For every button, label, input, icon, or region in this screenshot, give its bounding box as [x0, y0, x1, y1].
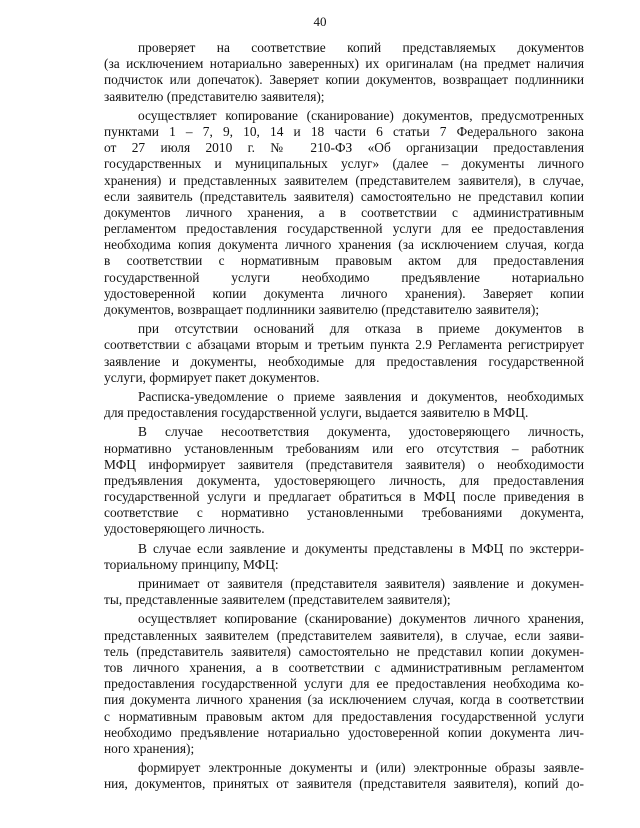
text-line: предъявления документа, удостоверяющего личность, для предоставления: [104, 472, 584, 488]
text-line: формирует электронные документы и (или) электронные образы заявле-: [138, 760, 584, 776]
paragraph: [104, 389, 584, 421]
text-line: пия документа личного хранения (за исключением случая, когда в соответствии: [104, 692, 584, 708]
text-line: нормативно установленным требованиям или его отсутствия – работник: [104, 440, 584, 456]
text-line: соответствии с абзацами вторым и третьим пункта 2.9 Регламента регистрирует: [104, 337, 584, 353]
text-line: В случае несоответствия документа, удостоверяющего личность,: [138, 424, 584, 440]
document-body: [104, 40, 584, 795]
text-line: хранения) и представленных заявителем (представителем заявителя), в случае,: [104, 172, 584, 188]
text-line: услуги, формирует пакет документов.: [104, 369, 320, 385]
text-line: удостоверяющего личность.: [104, 521, 265, 537]
text-line: тов личного хранения, а в соответствии с административным регламентом: [104, 659, 584, 675]
paragraph: [104, 108, 584, 318]
text-line: (за исключением нотариально заверенных) их оригиналам (на предмет наличия: [104, 56, 584, 72]
text-line: ториальному принципу, МФЦ:: [104, 556, 279, 572]
text-line: регламентом предоставления государственной услуги для ее предоставления: [104, 221, 584, 237]
text-line: документов, возвращает подлинники заявителю (представителю заявителя);: [104, 302, 540, 317]
paragraph: [104, 576, 584, 608]
text-line: если заявитель (представитель заявителя) самостоятельно не представил копии: [104, 188, 584, 204]
text-line: Расписка-уведомление о приеме заявления и документов, необходимых: [138, 388, 584, 404]
text-line: государственной услуги и предлагает обратиться в МФЦ после приведения в: [104, 489, 584, 505]
text-line: ты, представленные заявителем (представителем заявителя);: [104, 592, 451, 608]
text-line: заявителю (представителю заявителя);: [104, 88, 325, 104]
text-line: государственных и муниципальных услуг» (далее – документы личного: [104, 156, 584, 172]
text-line: удостоверенной копии документа личного хранения). Заверяет копии: [104, 285, 584, 301]
text-line: документов личного хранения, а в соответствии с административным: [104, 204, 584, 220]
paragraph: [104, 424, 584, 537]
text-line: необходимо предъявление нотариально удостоверенной копии документа лич-: [104, 724, 584, 740]
text-line: В случае если заявление и документы представлены в МФЦ по экстерри-: [138, 540, 584, 556]
page-number: 40: [313, 14, 327, 29]
paragraph: [104, 40, 584, 105]
paragraph: [104, 760, 584, 792]
text-line: от 27 июля 2010 г. № 210-ФЗ «Об организации предоставления: [104, 140, 584, 156]
text-line: ния, документов, принятых от заявителя (представителя заявителя), копий до-: [104, 776, 584, 792]
paragraph: [104, 541, 584, 573]
text-line: осуществляет копирование (сканирование) документов личного хранения,: [138, 611, 584, 627]
text-line: проверяет на соответствие копий представляемых документов: [138, 40, 584, 55]
text-line: ного хранения);: [104, 740, 195, 756]
text-line: для предоставления государственной услуги, выдается заявителю в МФЦ.: [104, 405, 529, 421]
text-line: тель (представитель заявителя) самостоятельно не представил копии докумен-: [104, 643, 584, 659]
text-line: предоставления государственной услуги для ее предоставления необходима ко-: [104, 676, 584, 692]
text-line: представленных заявителем (представителем заявителя), в случае, если заяви-: [104, 627, 584, 643]
text-line: подчисток или допечаток). Заверяет копии документов, возвращает подлинники: [104, 72, 584, 88]
text-line: МФЦ информирует заявителя (представителя заявителя) о необходимости: [104, 456, 584, 472]
paragraph: [104, 611, 584, 757]
text-line: заявление и документы, необходимые для предоставления государственной: [104, 353, 584, 369]
paragraph: [104, 321, 584, 386]
text-line: соответствие с нормативно установленными требованиями документа,: [104, 505, 584, 521]
text-line: пунктами 1 – 7, 9, 10, 14 и 18 части 6 статьи 7 Федерального закона: [104, 123, 584, 139]
text-line: принимает от заявителя (представителя заявителя) заявление и докумен-: [138, 576, 584, 591]
text-line: с нормативным правовым актом для предоставления государственной услуги: [104, 708, 584, 724]
text-line: необходима копия документа личного хранения (за исключением случая, когда: [104, 237, 584, 253]
text-line: при отсутствии оснований для отказа в приеме документов в: [138, 321, 584, 337]
text-line: государственной услуги необходимо предъявление нотариально: [104, 269, 584, 285]
text-line: в соответствии с нормативным правовым актом для предоставления: [104, 253, 584, 269]
text-line: осуществляет копирование (сканирование) документов, предусмотренных: [138, 107, 584, 123]
